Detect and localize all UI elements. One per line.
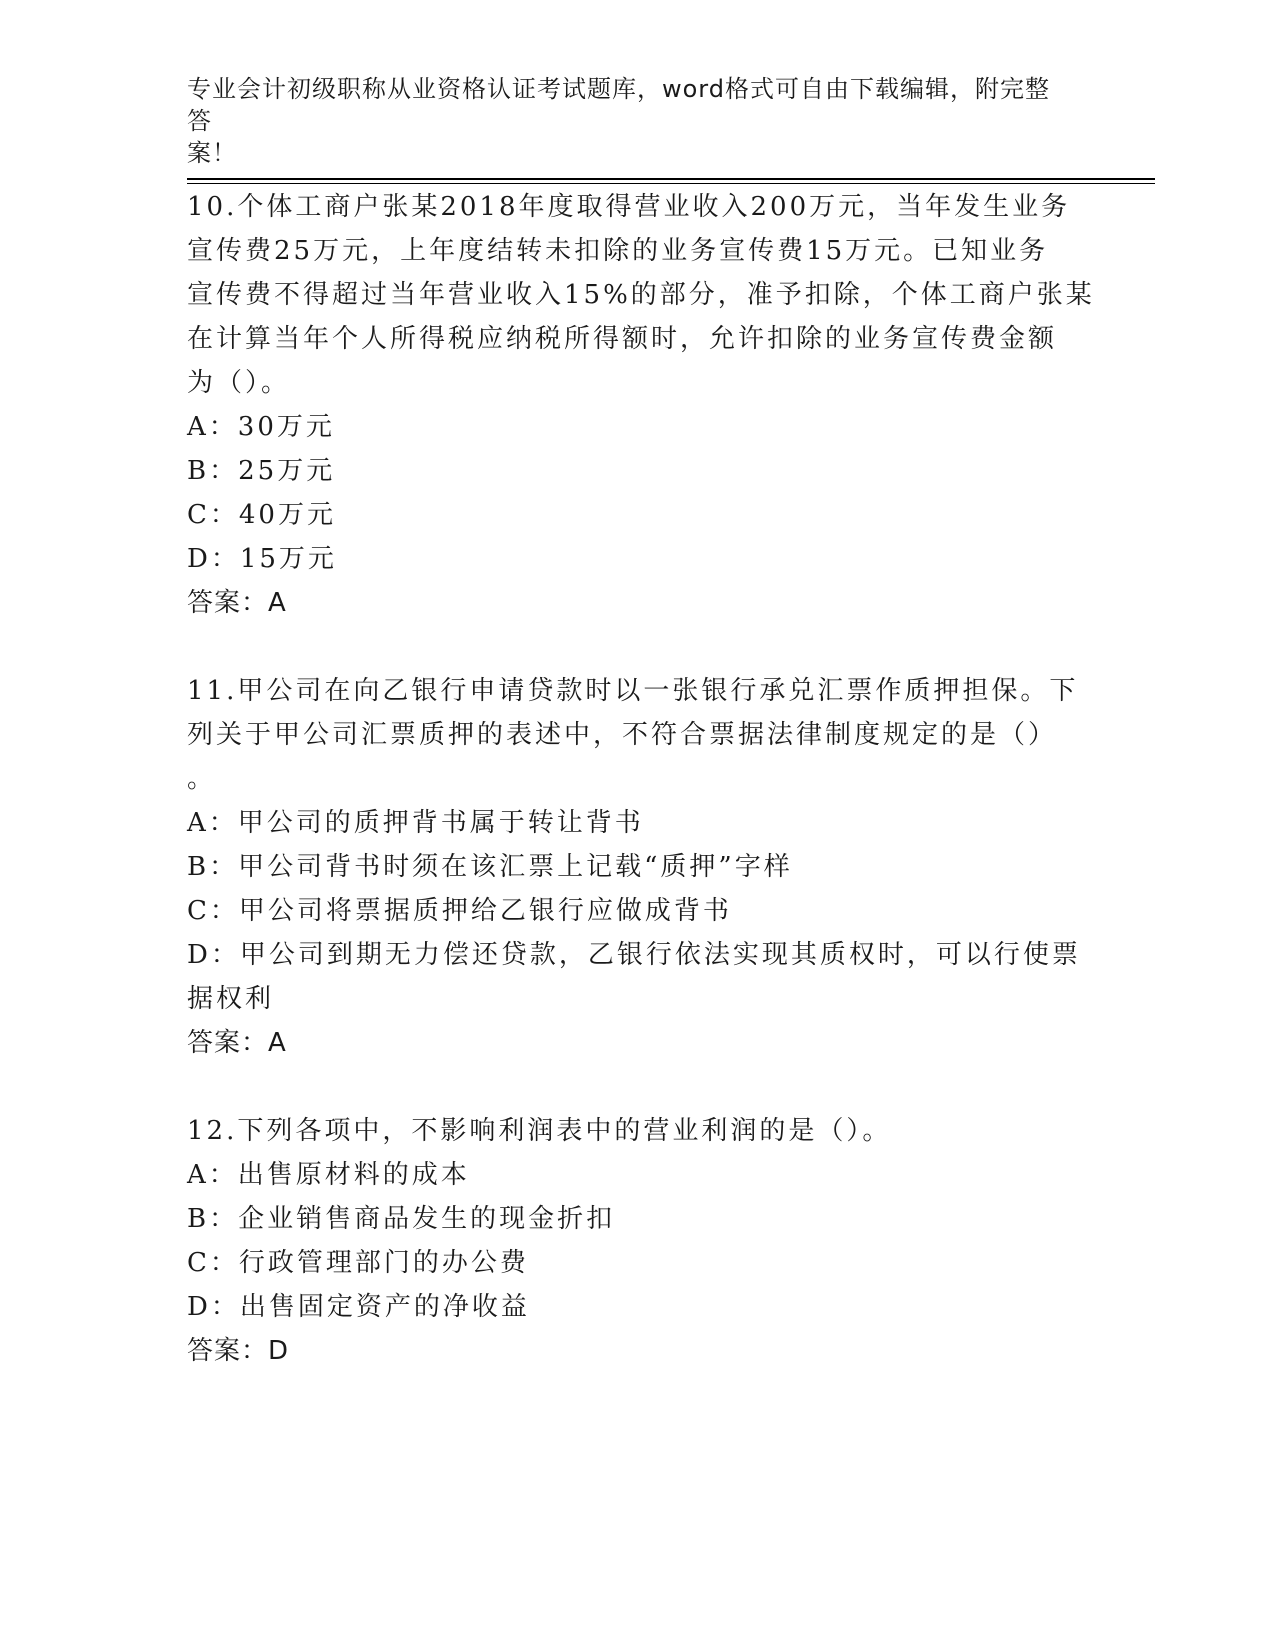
- header-line-2: 案！: [187, 139, 237, 167]
- document-header: [187, 73, 1067, 169]
- q10-stem-line-5: 为（）。: [187, 368, 291, 398]
- q11-stem-line-2: 列关于甲公司汇票质押的表述中，不符合票据法律制度规定的是（）: [187, 720, 1058, 750]
- q11-option-c: C：甲公司将票据质押给乙银行应做成背书: [187, 896, 732, 926]
- q10-stem-line-3: 宣传费不得超过当年营业收入15%的部分，准予扣除，个体工商户张某: [187, 280, 1095, 310]
- q12-option-b: B：企业销售商品发生的现金折扣: [187, 1204, 616, 1234]
- q10-stem-line-2: 宣传费25万元，上年度结转未扣除的业务宣传费15万元。已知业务: [187, 236, 1049, 266]
- q11-option-d-line-2: 据权利: [187, 984, 275, 1014]
- q10-stem-line-1: 10.个体工商户张某2018年度取得营业收入200万元，当年发生业务: [187, 192, 1071, 222]
- header-line-1: 专业会计初级职称从业资格认证考试题库，word格式可自由下载编辑，附完整答: [187, 75, 1050, 135]
- q12-stem-line-1: 12.下列各项中，不影响利润表中的营业利润的是（）。: [187, 1116, 892, 1146]
- q12-option-a: A：出售原材料的成本: [187, 1160, 470, 1190]
- q12-answer: 答案：D: [187, 1336, 290, 1366]
- q12-option-d: D：出售固定资产的净收益: [187, 1292, 530, 1322]
- header-divider-thin: [187, 183, 1155, 184]
- q11-option-a: A：甲公司的质押背书属于转让背书: [187, 808, 644, 838]
- q11-answer: 答案：A: [187, 1028, 287, 1058]
- q11-option-b: B：甲公司背书时须在该汇票上记载“质押”字样: [187, 852, 793, 882]
- q12-option-c: C：行政管理部门的办公费: [187, 1248, 529, 1278]
- q10-option-c: C：40万元: [187, 500, 336, 530]
- q10-option-d: D：15万元: [187, 544, 337, 574]
- q11-stem-line-3: 。: [187, 764, 217, 794]
- header-divider-thick: [187, 178, 1155, 180]
- q10-answer: 答案：A: [187, 588, 287, 618]
- q10-option-b: B：25万元: [187, 456, 336, 486]
- q11-option-d-line-1: D：甲公司到期无力偿还贷款，乙银行依法实现其质权时，可以行使票: [187, 940, 1081, 970]
- q10-stem-line-4: 在计算当年个人所得税应纳税所得额时，允许扣除的业务宣传费金额: [187, 324, 1058, 354]
- q11-stem-line-1: 11.甲公司在向乙银行申请贷款时以一张银行承兑汇票作质押担保。下: [187, 676, 1079, 706]
- q10-option-a: A：30万元: [187, 412, 335, 442]
